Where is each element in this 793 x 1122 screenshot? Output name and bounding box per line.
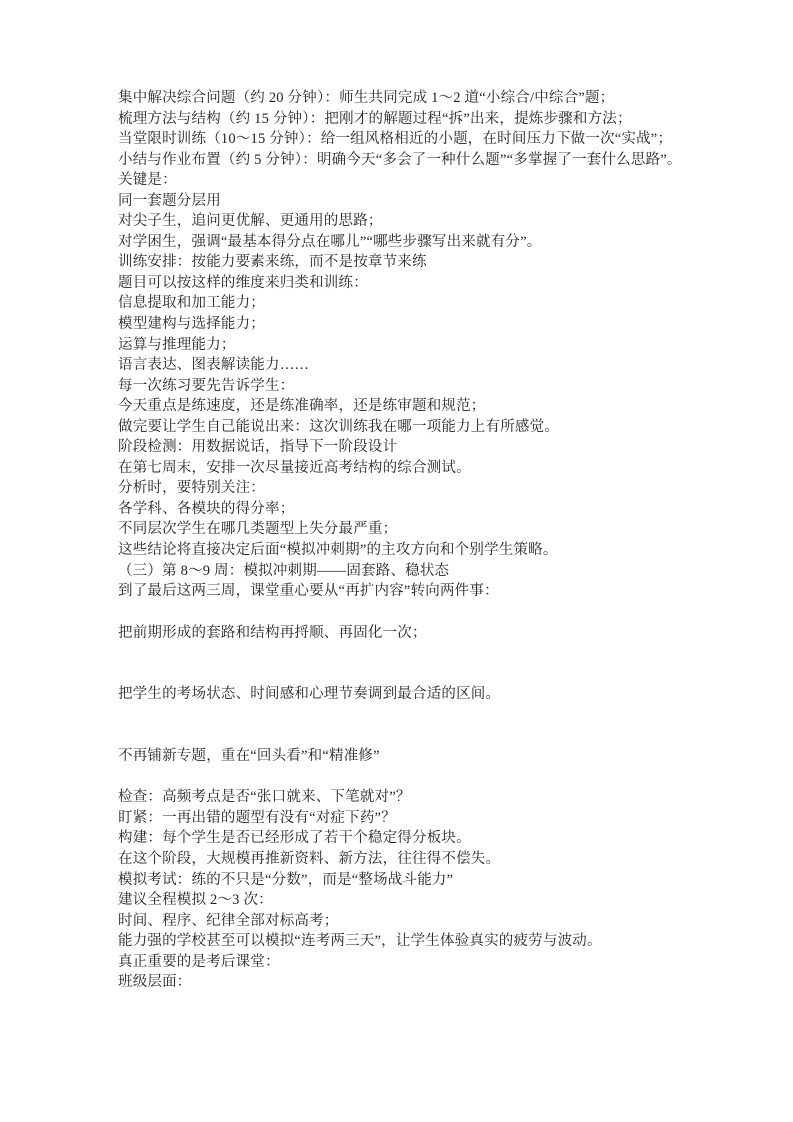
text-line: 不再铺新专题，重在“回头看”和“精准修” (118, 747, 380, 764)
text-line: 在第七周末，安排一次尽量接近高考结构的综合测试。 (118, 459, 471, 476)
text-line: 当堂限时训练（10～15 分钟）：给一组风格相近的小题，在时间压力下做一次“实战”； (118, 131, 673, 148)
text-line: 班级层面： (118, 974, 192, 991)
text-line: 时间、程序、纪律全部对标高考； (118, 912, 339, 929)
text-line: 对尖子生，追问更优解、更通用的思路； (118, 213, 383, 230)
text-line: 不同层次学生在哪几类题型上失分最严重； (118, 521, 398, 538)
text-line: 检查：高频考点是否“张口就来、下笔就对”？ (118, 789, 411, 806)
text-line: 盯紧：一再出错的题型有没有“对症下药”？ (118, 809, 396, 826)
text-line: 信息提取和加工能力； (118, 295, 265, 312)
text-line: 在这个阶段，大规模再推新资料、新方法，往往得不偿失。 (118, 850, 501, 867)
text-line: 题目可以按这样的维度来归类和训练： (118, 274, 368, 291)
text-line: 模型建构与选择能力； (118, 316, 265, 333)
text-line: 语言表达、图表解读能力…… (118, 357, 310, 374)
text-line: 集中解决综合问题（约 20 分钟）：师生共同完成 1～2 道“小综合/中综合”题； (118, 90, 615, 106)
text-line: 各学科、各模块的得分率； (118, 500, 295, 517)
text-line: 梳理方法与结构（约 15 分钟）：把刚才的解题过程“拆”出来，提炼步骤和方法； (118, 110, 632, 127)
text-line: 小结与作业布置（约 5 分钟）：明确今天“多会了一种什么题”“多掌握了一套什么思路”。 (118, 151, 682, 168)
text-line: 阶段检测：用数据说话，指导下一阶段设计 (118, 439, 398, 456)
text-line: 构建：每个学生是否已经形成了若干个稳定得分板块。 (118, 830, 471, 847)
text-line: 这些结论将直接决定后面“模拟冲刺期”的主攻方向和个别学生策略。 (118, 542, 558, 559)
text-line: 模拟考试：练的不只是“分数”，而是“整场战斗能力” (118, 871, 454, 888)
text-line: 同一套题分层用 (118, 192, 221, 209)
text-line: 对学困生，强调“最基本得分点在哪儿”“哪些步骤写出来就有分”。 (118, 233, 542, 250)
text-line: 今天重点是练速度，还是练准确率，还是练审题和规范； (118, 398, 486, 415)
text-line: 建议全程模拟 2～3 次： (118, 892, 273, 909)
document-text (118, 88, 693, 993)
text-line: 能力强的学校甚至可以模拟“连考两三天”，让学生体验真实的疲劳与波动。 (118, 933, 602, 950)
text-line: 训练安排：按能力要素来练，而不是按章节来练 (118, 254, 427, 271)
text-line: 把学生的考场状态、时间感和心理节奏调到最合适的区间。 (118, 686, 501, 703)
text-line: 到了最后这两三周，课堂重心要从“再扩内容”转向两件事： (118, 583, 499, 600)
text-line: 每一次练习要先告诉学生： (118, 377, 295, 394)
text-line: 关键是： (118, 172, 177, 189)
text-line: 分析时，要特别关注： (118, 480, 265, 497)
text-line: （三）第 8～9 周：模拟冲刺期——固套路、稳状态 (118, 562, 450, 579)
text-line: 做完要让学生自己能说出来：这次训练我在哪一项能力上有所感觉。 (118, 418, 559, 435)
text-line: 真正重要的是考后课堂： (118, 953, 280, 970)
text-line: 把前期形成的套路和结构再捋顺、再固化一次； (118, 624, 427, 641)
text-line: 运算与推理能力； (118, 336, 236, 353)
